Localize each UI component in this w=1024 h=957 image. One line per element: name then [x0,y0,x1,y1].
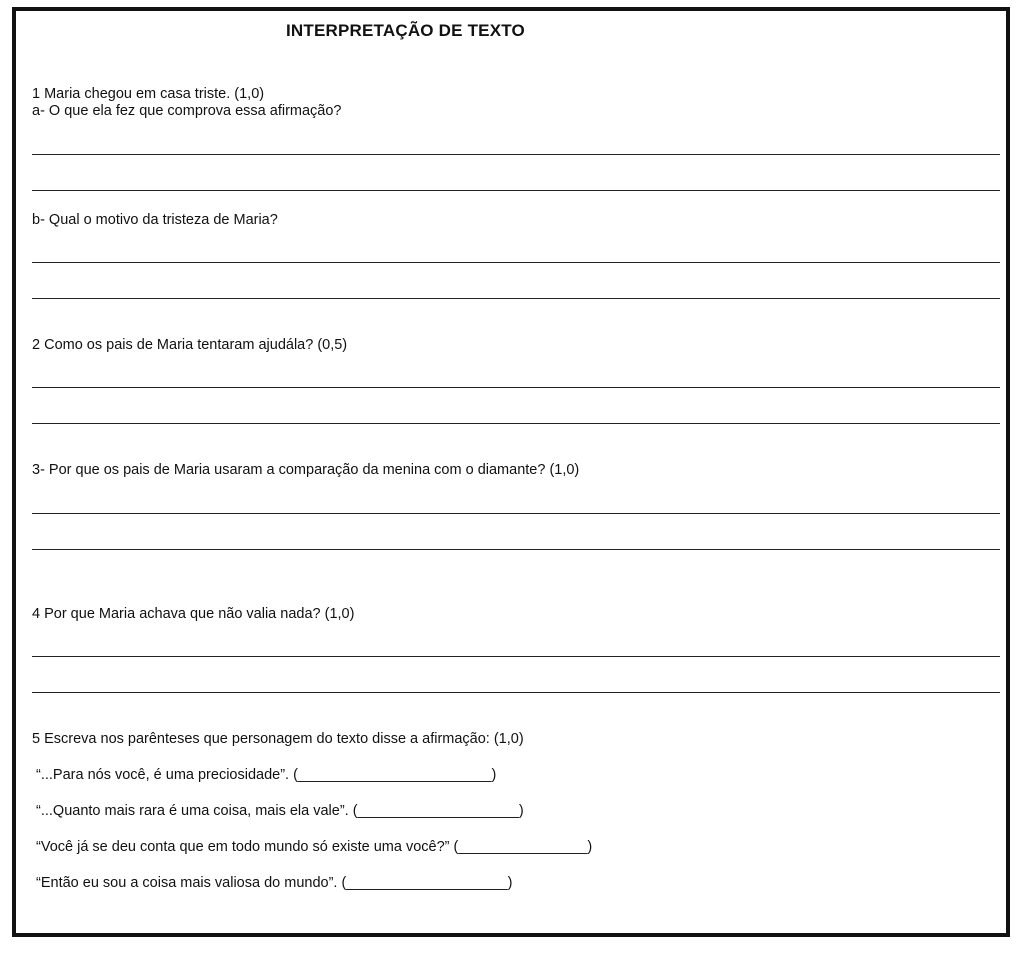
answer-line[interactable] [32,190,1000,191]
answer-line[interactable] [32,154,1000,155]
question-1a: a- O que ela fez que comprova essa afirmação? [32,103,342,119]
question-5-heading: 5 Escreva nos parênteses que personagem do texto disse a afirmação: (1,0) [32,731,524,747]
answer-line[interactable] [32,513,1000,514]
quote-item[interactable]: “...Quanto mais rara é uma coisa, mais ela vale”. (____________________) [36,803,524,819]
quote-item[interactable]: “Então eu sou a coisa mais valiosa do mundo”. (____________________) [36,875,513,891]
answer-line[interactable] [32,549,1000,550]
answer-line[interactable] [32,387,1000,388]
question-3: 3- Por que os pais de Maria usaram a comparação da menina com o diamante? (1,0) [32,462,580,478]
question-1-heading: 1 Maria chegou em casa triste. (1,0) [32,86,265,102]
answer-line[interactable] [32,423,1000,424]
answer-line[interactable] [32,656,1000,657]
question-2: 2 Como os pais de Maria tentaram ajudála? (0,5) [32,337,348,353]
quote-item[interactable]: “...Para nós você, é uma preciosidade”. (________________________) [36,767,497,783]
quote-item[interactable]: “Você já se deu conta que em todo mundo só existe uma você?” (________________) [36,839,593,855]
question-1b: b- Qual o motivo da tristeza de Maria? [32,212,278,228]
answer-line[interactable] [32,262,1000,263]
answer-line[interactable] [32,692,1000,693]
answer-line[interactable] [32,298,1000,299]
worksheet-title: INTERPRETAÇÃO DE TEXTO [286,21,525,40]
question-4: 4 Por que Maria achava que não valia nada? (1,0) [32,606,355,622]
